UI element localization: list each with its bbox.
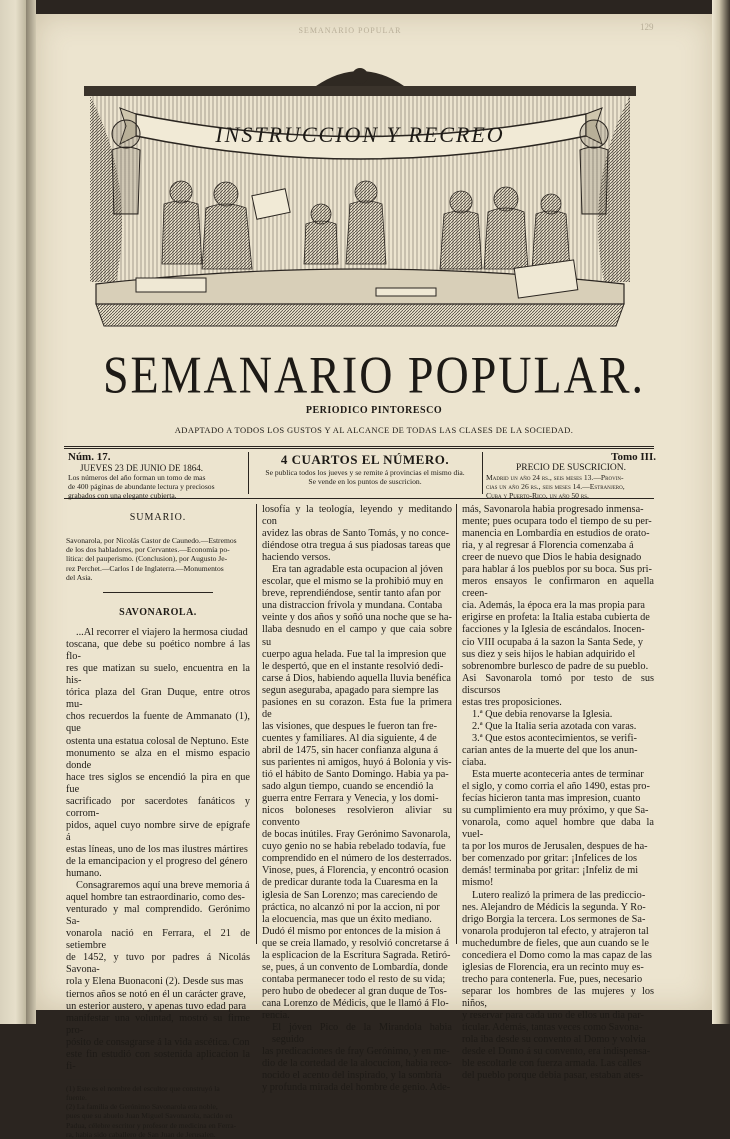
newspaper-subtitle: PERIODICO PINTORESCO [305,405,443,416]
text-line: la elocuencia, mas que un éxito mediano. [262,913,432,925]
page-edge-shadow [712,0,730,1024]
info-divider-right [482,452,483,494]
price-note-1: Se publica todos los jueves y se remite á provincias el mismo dia. [265,468,465,477]
issue-note-1: Los números del año forman un tomo de mas [68,473,206,482]
text-line: ta por los muros de Jerusalen, despues de ha- [462,841,648,853]
text-line: las predicaciones de fray Gerónimo, y en me- [262,1046,450,1058]
text-line: concediera el Domo como la mas capaz de las [462,949,652,961]
issue-note-3: grabados con una elegante cubierta. [68,491,177,501]
text-line: nes. Alejandro de Médicis la segunda. Y Ro- [462,901,646,913]
article-body-1 [66,627,250,880]
issue-date: JUEVES 23 DE JUNIO DE 1864. [80,463,203,473]
text-line: este fin estudió con sostenida aplicacion la fi- [66,1048,250,1072]
text-line: sobrenombre burlesco de padre de su pueblo. [462,660,649,672]
page-number: 129 [640,22,654,32]
text-line: cio VIII ocupaba á la sazon la Santa Sede, y [462,636,644,648]
text-line: manifestar una voluntad, mostró su firme pro- [66,1012,250,1036]
text-line: breve, reprendiéndose, sentir tanto afan por [262,588,441,600]
text-line: cuyo genio no se habia rebelado todavía, fue [262,841,446,853]
text-line: comprendido en el número de los desterrados. [262,853,452,865]
footnote-line: pues que su abuelo Juan Miguel Savonarola, nacido en [66,1111,233,1121]
text-line: drigo Borgia la tercera. Los sermones de Sa- [462,913,646,925]
text-line: rencia. [262,1009,290,1021]
sumario-line: del Asia. [66,572,93,582]
text-line: manencia en Lombardía en estudios de orato- [462,528,650,540]
text-line: tórica plaza del Gran Duque, entre otros mu- [66,687,250,711]
text-line: Lutero realizó la primera de las prediccio- [472,889,646,901]
text-line: humano. [66,868,102,880]
text-line: pósito de consagrarse á la vida ascética. Con [66,1036,250,1048]
footnote-line: ra, habia sido caballero de San Juan de Jerusalen. [66,1129,216,1139]
text-line: facciones y la Iglesia de escándalos. Inocen- [462,624,645,636]
footnotes [66,1084,250,1139]
text-line: Era tan agradable esta ocupacion al jóven [272,564,443,576]
text-line: que se creia llamado, y resolvió concretarse á [262,937,449,949]
left-page-edge [0,0,26,1024]
sumario-line: lítica: del pauperismo. (Conclusion), por Augusto Je- [66,554,228,564]
text-line: trecho para contenerla. Fue, pues, necesario [462,973,643,985]
subscription-info [486,452,656,501]
text-line: 3.ª Que estos acontecimientos, se verifi- [472,732,637,744]
text-line: pidos, aquel cuyo nombre sirve de epígrafe á [66,819,250,843]
text-line: más, Savonarola habia progresado inmensa- [462,504,644,515]
text-line: El jóven Pico de la Mirandola habia seguido [272,1022,452,1046]
text-line: veinte y dos años y soñó una noche que se ha- [262,612,452,624]
text-line: vonarola produjeron tal efecto, y atrajeron tal [462,925,649,937]
text-line: 1.ª Que debia renovarse la Iglesia. [472,708,613,720]
text-line: sus diez y seis hijos le habian adquirido el [462,648,636,660]
text-line: ciaba. [462,756,487,768]
sumario-list [66,536,250,582]
text-line: mismo! [462,877,494,889]
text-line: dio de la cortedad de la alocucion, habia reco- [262,1058,452,1070]
text-line: avidez las obras de Santo Tomás, y no conce- [262,528,449,540]
text-line: rola iba desde su convento al Domo y volvia [462,1034,646,1046]
issue-info [68,452,248,501]
text-line: fecías hicieron tanta mas impresion, cuanto [462,793,641,805]
text-line: ostenta una estatua colosal de Neptuno. Este [66,735,249,747]
info-divider-left [248,452,249,494]
top-rule [64,446,654,447]
text-line: su cumplimiento era muy próximo, y que Sa- [462,805,649,817]
text-line: rola y Elena Buonaconi (2). Desde sus mas [66,976,244,988]
footnote-rule [66,1079,126,1080]
text-line: vonarola, como aquel hombre que daba la vuel- [462,817,654,841]
text-line: se, pues, á un convento de Lombardía, donde [262,961,448,973]
price-note-2: Se vende en los puntos de suscricion. [308,477,422,487]
subscription-line-2: cias un año 26 rs., seis meses 14.—Estranjero, [486,482,625,492]
sumario-line: de los dos habladores, por Cervantes.—Economía po- [66,545,230,555]
text-line: diéndose otra tregua á sus piadosas tareas que [262,540,451,552]
subscription-line-1: Madrid un año 24 rs., seis meses 13.—Provin- [486,473,624,482]
text-line: creer de nuevo que Dios le habia designado [462,552,642,564]
text-line: desde el Domo á su convento, era indispensa- [462,1046,651,1058]
text-line: de 1452, y tuvo por padres á Nicolás Savona- [66,952,250,976]
text-line: abril de 1475, sin hacer confianza alguna á [262,744,439,756]
text-line: pero hubo de obedecer al gran duque de Tos- [262,985,447,997]
footnote-line: fuente. [66,1093,87,1103]
text-line: guerra entre Ferrara y Venecia, y los domi- [262,793,439,805]
article-title: SAVONAROLA. [119,607,197,619]
text-line: Vinose, pues, á Florencia, y encontró ocasion [262,865,449,877]
text-line: vonarola nació en Ferrara, el 21 de setiembre [66,928,250,952]
text-line: haciendo versos. [262,552,331,564]
text-line: sus parientes ni amigos, huyó á Bolonia y vis- [262,756,452,768]
column-2 [262,504,452,1094]
text-line: mente; pues ocupara todo el tiempo de su per- [462,516,652,528]
text-line: separar los hombres de las mujeres y los niños, [462,985,654,1009]
text-line: y profunda mirada del hombre de genio. Ade- [262,1082,451,1094]
text-line: contaba permanecer todo el resto de su vida; [262,973,446,985]
text-line: erigirse en profeta: la Italia estaba cubierta de [462,612,650,624]
text-line: llaba desnudo en el campo y que caia sobre su [262,624,452,648]
text-line: iglesias de Florencia, era un recinto muy es- [462,961,644,973]
text-line: cia. Además, la época era la mas propia para [462,600,645,612]
text-line: práctica, no alcanzó ni por la accion, ni por [262,901,440,913]
sumario-line: Savonarola, por Nicolás Castor de Caunedo.—Estremos [66,536,237,546]
top-rule-double [64,448,654,449]
text-line: nicos boloneses resolvieron aliviar su convento [262,805,452,829]
text-line: Asi Savonarola tomó por testo de sus discursos [462,672,654,696]
text-line: meros ensayos le confirmaron en aquella creen- [462,576,654,600]
text-line: carse á Dios, habiendo aquella lluvia benéfica [262,672,451,684]
text-line: segun aseguraba, apagado para siempre las [262,684,439,696]
text-line: hace tres siglos se encendió la pira en que fue [66,771,250,795]
text-line: de la emancipacion y el progreso del género [66,856,248,867]
subscription-line-3: Cuba y Puerto-Rico, un año 50 rs. [486,491,589,501]
text-line: carian antes de la muerte del que los anun- [462,744,638,756]
footnote-line: (1) Este es el nombre del escultor que construyó la [66,1083,220,1093]
footnote-line: Padua, célebre escritor y profesor de medicina en Ferra- [66,1120,237,1130]
footnote-line: (2) La familia de Gerónimo Savonarola era noble, [66,1102,218,1112]
text-line: del pueblo porque debia pasar, estaban ates- [462,1070,644,1082]
text-line: losofía y la teología, leyendo y meditando con [262,504,452,528]
text-line: escolar, que el mismo se la prohibió muy en [262,576,444,588]
book-gutter [26,0,36,1024]
text-line: cana Lorenzo de Médicis, que le llamó á Flo- [262,997,449,1009]
issue-note-2: de 400 páginas de abundante lectura y preciosos [68,482,215,492]
text-line: una distraccion frívola y mundana. Contaba [262,600,443,612]
text-line: Esta muerte aconteceria antes de terminar [472,769,644,781]
volume-number: Tomo III. [611,451,656,463]
text-line: las visiones, que despues le fueron tan fre- [262,720,437,732]
text-line: sacrificado por sacerdotes fanáticos y corrom- [66,795,250,819]
text-line: sado algun tiempo, cuando se encendió la [262,781,434,793]
text-line: cuerpo agua helada. Fue tal la impresion que [262,648,447,660]
text-line: el siglo, y como corria el año 1490, estas pro- [462,781,650,793]
text-line: estas tres proposiciones. [462,696,562,708]
text-line: Dudó él mismo por entonces de la mision á [262,925,441,937]
text-line: 2.ª Que la Italia seria azotada con varas. [472,720,637,732]
text-line: tió el hábito de Santo Domingo. Habia ya pa- [262,769,449,781]
newspaper-tagline: ADAPTADO A TODOS LOS GUSTOS Y AL ALCANCE DE TODAS LAS CLASES DE LA SOCIEDAD. [174,425,574,435]
text-line: estas líneas, uno de los mas ilustres mártires [66,843,248,855]
text-line: demás! terminaba por gritar: ¡Infeliz de mi [462,865,639,877]
column-divider-2 [456,504,457,944]
text-line: pasiones en su corazon. Esta fue la primera de [262,696,452,720]
issue-number: Núm. 17. [68,451,111,463]
text-line: y reservar para cada uno de ellos un dia par- [462,1009,644,1021]
text-line: muchedumbre de fieles, que aun cuando se le [462,937,649,949]
price-info [250,452,480,486]
price-per-issue: 4 CUARTOS EL NÚMERO. [280,452,450,467]
text-line: un esterior austero, y apenas tuvo edad para [66,1000,247,1012]
sumario-title: SUMARIO. [129,512,187,523]
text-line: res que matizan su suelo, encuentra en la his- [66,663,250,687]
text-line: ria, y al regresar á Florencia comenzaba á [462,540,634,552]
newspaper-title: SEMANARIO POPULAR. [102,345,646,404]
text-line: ...Al recorrer el viajero la hermosa ciudad [76,627,248,639]
text-line: de bocas inútiles. Fray Gerónimo Savonarola, [262,829,451,841]
text-line: chos recuerdos la fuente de Ammanato (1), que [66,711,250,735]
masthead-engraving [76,64,644,340]
text-line: ble escoltarle con fuerza armada. Las calles [462,1058,642,1070]
text-line: le despertó, que en el instante resolvió dedi- [262,660,444,672]
column-1 [66,512,250,1139]
column-3 [462,504,654,1082]
text-line: nocido el acento del inspirado, y la sombría [262,1070,442,1082]
subscription-title: PRECIO DE SUSCRICION. [515,463,627,473]
banner-text: INSTRUCCION Y RECREO [215,122,505,147]
text-line: la esplicacion de la Escritura Sagrada. Retiró- [262,949,451,961]
text-line: ber comenzado por gritar: ¡Infelices de los [462,853,637,865]
text-line: aquel hombre tan estraordinario, como des- [66,892,245,904]
sumario-line: rez Perchet.—Carlos I de Inglaterra.—Monumentos [66,563,224,573]
text-line: iglesia de San Lorenzo; mas careciendo de [262,889,438,901]
text-line: monumento se alza en el mismo espacio donde [66,747,250,771]
text-line: toscana, que debe su poético nombre á las flo- [66,639,250,663]
text-line: para hablar á los pueblos por su boca. Sus pri- [462,564,652,576]
text-line: ticular. Además, tantas veces como Savona- [462,1022,643,1034]
text-line: de predicar durante toda la Cuaresma en la [262,877,438,889]
text-line: cuentes y familiares. Al dia siguiente, 4 de [262,732,437,744]
text-line: Consagraremos aquí una breve memoria á [76,880,250,892]
running-head: SEMANARIO POPULAR [298,26,402,35]
article-body-2 [66,880,250,1073]
sumario-rule [103,592,213,593]
text-line: venturado y mal comprendido. Gerónimo Sa- [66,904,250,928]
column-divider-1 [256,504,257,944]
text-line: tiernos años se notó en él un carácter grave, [66,988,246,1000]
